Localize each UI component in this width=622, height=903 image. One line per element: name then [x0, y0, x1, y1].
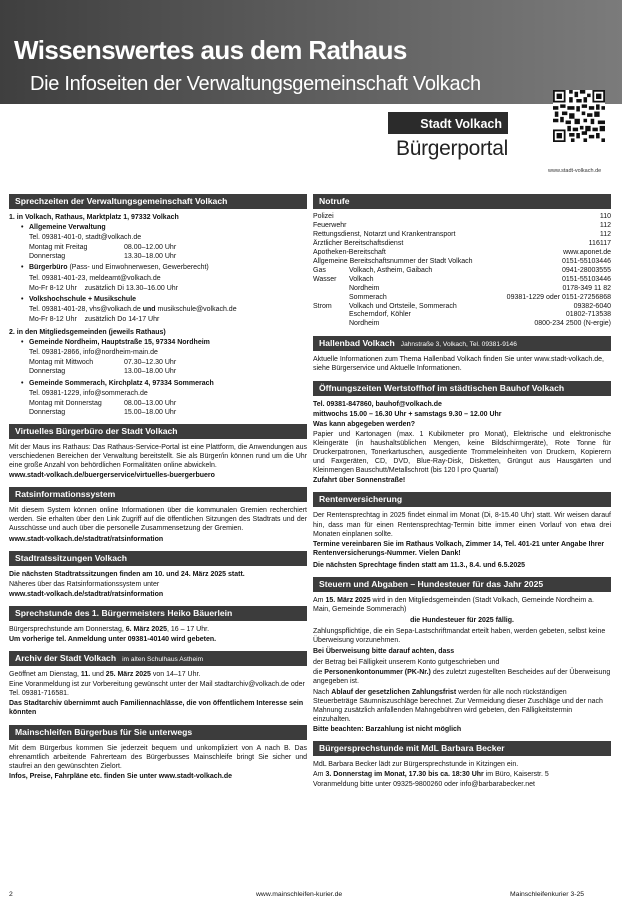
- section-text: [313, 668, 611, 686]
- ris-link[interactable]: www.stadt-volkach.de/stadtrat/ratsinformation: [9, 590, 164, 598]
- versorger-number: 0178-349 11 82: [562, 284, 611, 292]
- section-text: Mit der Maus ins Rathaus: Das Rathaus-Service-Portal ist eine Plattform, die Anwendungen aus verschiedenen Bereichen der Verwaltung bereitstellt. Sie als Bürger/in können rund um die Uhr eine große Anzahl von behördlichen Formalitäten online abwickeln.: [9, 443, 307, 470]
- versorger-area: Nordheim: [349, 284, 380, 292]
- section-heading: Ratsinformationssystem: [9, 487, 307, 502]
- notruf-label: Ärztlicher Bereitschaftsdienst: [313, 239, 404, 247]
- section-text: Mit dem Bürgerbus kommen Sie jederzeit bequem und unkompliziert von A nach B. Das ehrenamtlich arbeitende Fahrerteam des Bürgerbusses Mainschleife bringt Sie sicher und staufrei an den gewünschten Zielort.: [9, 744, 307, 770]
- bullet-heading: • Gemeinde Nordheim, Hauptstraße 15, 97334 Nordheim: [29, 338, 307, 347]
- heading-text: Archiv der Stadt Volkach: [15, 653, 117, 664]
- section-text: Papier und Kartonagen (max. 1 Kubikmeter pro Monat), Elektrische und elektronische Kleingeräte (in haushaltsüblichen Mengen, keine Bildschirmgeräte), Rote Tonne für Druckerpatronen, Tonerkartuschen, ausgediente Trommeleinheiten von Druckern, Kopierern und Faxgeräten, CD, DVD, Blue-Ray-Disk, Disketten, Grüngut aus Hausgärten und Kleinmengen Bauschutt/Metallschrott (bis 120 l pro Quartal): [313, 430, 611, 475]
- versorger-row: [313, 276, 611, 285]
- contact-line: Tel. 09381-1229, info@sommerach.de: [29, 389, 148, 397]
- left-column: [9, 194, 307, 788]
- time-hours: 13.00–18.00 Uhr: [124, 368, 177, 376]
- section-heading: Mainschleifen Bürgerbus für Sie unterwegs: [9, 725, 307, 740]
- section-heading: Notrufe: [313, 194, 611, 209]
- subheading: 1. in Volkach, Rathaus, Marktplatz 1, 97332 Volkach: [9, 214, 179, 221]
- brand-top-text: Stadt Volkach: [388, 112, 508, 134]
- time-line: Mo-Fr 8-12 Uhr zusätzlich Do 14-17 Uhr: [29, 315, 160, 323]
- section-heading: Bürgersprechstunde mit MdL Barbara Becker: [313, 741, 611, 756]
- header-banner: [0, 0, 622, 104]
- section-text: der Betrag bei Fälligkeit unserem Konto gutgeschrieben und: [313, 658, 500, 666]
- versorger-type: Gas: [313, 266, 326, 274]
- versorger-number: 01802-713538: [565, 311, 611, 319]
- qr-url-label[interactable]: www.stadt-volkach.de: [548, 168, 602, 174]
- text-date: 15. März 2025: [325, 596, 371, 604]
- versorger-row: [313, 311, 611, 320]
- section-bold-text: Zufahrt über Sonnenstraße!: [313, 477, 406, 485]
- versorger-row: [313, 285, 611, 294]
- text-part: und: [90, 671, 106, 679]
- bullet-detail: (Pass- und Einwohnerwesen, Gewerberecht): [67, 264, 209, 272]
- section-sprechzeiten: [9, 194, 307, 417]
- text-part: Bürgersprechstunde am Donnerstag,: [9, 625, 126, 633]
- versorger-type: [313, 320, 349, 329]
- subheading: Bei Überweisung bitte darauf achten, dass: [313, 648, 455, 656]
- section-bold-text: Infos, Preise, Fahrpläne etc. finden Sie unter www.stadt-volkach.de: [9, 772, 233, 780]
- time-hours: 07.30–12.30 Uhr: [124, 359, 177, 367]
- section-text: Zahlungspflichtige, die ein Sepa-Lastschriftmandat erteilt haben, werden gebeten, selbst keine Überweisung vorzunehmen.: [313, 628, 606, 645]
- notruf-number: 116117: [588, 239, 611, 247]
- subheading: 2. in den Mitgliedsgemeinden (jeweils Rathaus): [9, 329, 166, 337]
- section-heading: Steuern und Abgaben – Hundesteuer für das Jahr 2025: [313, 577, 611, 592]
- versorger-area: Nordheim: [349, 320, 380, 328]
- time-day: Donnerstag: [29, 368, 66, 376]
- notruf-row: [313, 249, 611, 258]
- time-day: Montag mit Donnerstag: [29, 399, 102, 407]
- time-row: [29, 367, 307, 376]
- versorger-type: [313, 285, 349, 294]
- brand-bottom-text: Bürgerportal: [396, 137, 508, 160]
- section-heading: Öffnungszeiten Wertstoffhof im städtischen Bauhof Volkach: [313, 381, 611, 396]
- section-text: [9, 625, 307, 634]
- page-title: Wissenswertes aus dem Rathaus: [14, 35, 407, 65]
- text-part: von 14–17 Uhr.: [150, 671, 201, 679]
- qr-code-icon[interactable]: [553, 90, 605, 142]
- section-text: [313, 596, 611, 614]
- versorger-list: [313, 267, 611, 330]
- time-row: [29, 399, 307, 408]
- section-bold-text: Die nächsten Sprechtage finden statt am 11.3., 8.4. und 6.5.2025: [313, 561, 526, 569]
- section-hallenbad: [313, 336, 611, 373]
- text-date: 6. März 2025: [125, 625, 167, 633]
- notruf-number: www.aponet.de: [563, 248, 611, 256]
- section-text: Der Rentensprechtag in 2025 findet einmal im Monat (Di, 8-15.40 Uhr) statt. Wir weisen darauf hin, dass man für einen Rentensprechtag-Termin bitte immer einen Vorlauf von etwa drei Monaten einplanen sollte.: [313, 512, 611, 538]
- versorger-number: 09381-1229 oder 0151-27256868: [506, 293, 611, 301]
- contact-part: musikschule@volkach.de: [155, 305, 237, 313]
- versorger-area: Volkach und Ortsteile, Sommerach: [349, 302, 457, 310]
- time-line: Mo-Fr 8-12 Uhr zusätzlich Di 13.30–16.00 Uhr: [29, 284, 179, 292]
- text-part: Am: [313, 771, 326, 779]
- versorger-row: [313, 320, 611, 329]
- time-day: Donnerstag: [29, 253, 66, 261]
- notruf-list: [313, 213, 611, 267]
- section-text: Näheres über das Ratsinformationssystem unter: [9, 580, 160, 588]
- bullet-heading: • Gemeinde Sommerach, Kirchplatz 4, 97334 Sommerach: [29, 379, 307, 388]
- contact-line: [29, 305, 307, 314]
- footer-issue: Mainschleifenkurier 3-25: [510, 891, 585, 898]
- section-buergermeister: [9, 606, 307, 644]
- section-text: [313, 770, 611, 779]
- section-hundesteuer: [313, 577, 611, 734]
- bullet-heading: Bürgerbüro: [29, 264, 68, 272]
- section-buergerbus: [9, 725, 307, 781]
- versorger-number: 0800-234 2500 (N-ergie): [534, 320, 611, 328]
- time-row: [29, 252, 307, 261]
- text-part: wird in den Mitgliedsgemeinden (Stadt Volkach, Gemeinde Nordheim a. Main, Gemeinde Sommerach): [313, 596, 594, 614]
- text-part: des zuletzt zugestellten Bescheides auf der Überweisung angegeben ist.: [313, 668, 611, 685]
- versorger-area: Sommerach: [349, 293, 387, 301]
- ris-link[interactable]: www.stadt-volkach.de/stadtrat/ratsinformation: [9, 535, 164, 543]
- contact-line: Tel. 09381-2866, info@nordheim-main.de: [29, 349, 158, 357]
- versorger-area: Volkach, Astheim, Gaibach: [349, 266, 433, 274]
- text-bold: Ablauf der gesetzlichen Zahlungsfrist: [331, 688, 457, 696]
- notruf-label: Apotheken-Bereitschaft: [313, 248, 386, 256]
- footer-page-number: 2: [9, 891, 13, 898]
- time-row: [29, 408, 307, 417]
- notruf-number: 0151-55103446: [561, 257, 611, 265]
- buergerportal-logo: [388, 112, 508, 168]
- section-mdl-becker: [313, 741, 611, 789]
- notruf-label: Rettungsdienst, Notarzt und Krankentransport: [313, 230, 456, 238]
- section-wertstoffhof: [313, 381, 611, 486]
- section-bold-text: Termine vereinbaren Sie im Rathaus Volkach, Zimmer 14, Tel. 401-21 unter Angabe Ihrer Rentenversicherungs-Nummer. Vielen Dank!: [313, 540, 605, 557]
- versorger-row: [313, 267, 611, 276]
- heading-small: im alten Schulhaus Astheim: [122, 656, 204, 664]
- section-heading: [313, 336, 611, 351]
- notruf-row: [313, 213, 611, 222]
- versorger-number: 09382-6040: [573, 302, 611, 310]
- versorger-type: Wasser: [313, 275, 337, 283]
- contact-und: und: [142, 305, 156, 313]
- notruf-row: [313, 222, 611, 231]
- versorger-number: 0941-28003555: [561, 266, 611, 274]
- contact-line: Tel. 09381-847860, bauhof@volkach.de: [313, 400, 442, 408]
- section-archiv: [9, 651, 307, 717]
- time-row: [29, 358, 307, 367]
- section-heading: [9, 651, 307, 666]
- contact-line: Tel. 09381-401-0, stadt@volkach.de: [29, 234, 142, 242]
- section-ratsinformationssystem: [9, 487, 307, 543]
- notruf-row: [313, 240, 611, 249]
- contact-part: Tel. 09381-401-28, vhs@volkach.de: [29, 305, 143, 313]
- notruf-row: [313, 258, 611, 267]
- section-bold-text: die Hundesteuer für 2025 fällig.: [410, 617, 514, 625]
- text-part: Nach: [313, 688, 332, 696]
- section-virtuelles-buergerbuero: [9, 424, 307, 480]
- section-rentenversicherung: [313, 492, 611, 570]
- page-subtitle: Die Infoseiten der Verwaltungsgemeinschaft Volkach: [30, 73, 481, 95]
- notruf-number: 112: [599, 221, 611, 229]
- notruf-number: 110: [599, 213, 611, 220]
- text-bold: 3. Donnerstag im Monat, 17.30 bis ca. 18:30 Uhr: [325, 771, 484, 779]
- footer-url[interactable]: www.mainschleifen-kurier.de: [256, 891, 343, 898]
- time-hours: 15.00–18.00 Uhr: [124, 408, 177, 416]
- text-date: 11.: [80, 671, 91, 679]
- block-verwaltung: [9, 223, 307, 324]
- text-part: werden für alle noch rückständigen Steuerbeträge Säumniszuschläge berechnet. Zur Vermeidung dieser Zuschläge und der nach Mahnung zusätzlich anfallenden Mahngebühren wird gebeten, den Fälligkeitstermin einzuhalten.: [313, 688, 603, 724]
- section-text: Eine Voranmeldung ist zur Vorbereitung gewünscht unter der Mail stadtarchiv@volkach.de oder Tel. 09381-716581.: [9, 681, 305, 698]
- bullet-heading: • Volkshochschule + Musikschule: [29, 295, 307, 304]
- versorger-area: Escherndorf, Köhler: [349, 311, 411, 319]
- section-bold-text: Um vorherige tel. Anmeldung unter 09381-40140 wird gebeten.: [9, 636, 217, 643]
- bullet-line: [29, 263, 307, 272]
- text-part: Am: [313, 596, 326, 604]
- text-part: , 16 – 17 Uhr.: [166, 625, 210, 633]
- section-text: Aktuelle Informationen zum Thema Hallenbad Volkach finden Sie unter www.stadt-volkach.de, siehe Bürgerservice und Aktuelle Informationen.: [313, 356, 604, 373]
- section-stadtratssitzungen: [9, 551, 307, 599]
- section-bold-text: Das Stadtarchiv übernimmt auch Familiennachlässe, die von öffentlichem Interesse sein könnten: [9, 700, 304, 717]
- versorger-type: [313, 311, 349, 320]
- block-gemeinden: [9, 338, 307, 417]
- time-hours: 08.00–13.00 Uhr: [124, 399, 177, 407]
- text-bold: Personenkontonummer (PK-Nr.): [324, 668, 431, 676]
- text-part: im Büro, Kaiserstr. 5: [483, 771, 549, 779]
- section-text: MdL Barbara Becker lädt zur Bürgersprechstunde in Kitzingen ein.: [313, 761, 519, 769]
- text-part: Geöffnet am Dienstag,: [9, 671, 81, 679]
- section-heading: Virtuelles Bürgerbüro der Stadt Volkach: [9, 424, 307, 439]
- time-hours: 08.00–12.00 Uhr: [124, 244, 177, 252]
- right-column: [313, 194, 611, 797]
- time-hours: 13.30–18.00 Uhr: [124, 253, 177, 261]
- notruf-label: Allgemeine Bereitschaftsnummer der Stadt Volkach: [313, 257, 473, 265]
- heading-text: Hallenbad Volkach: [319, 338, 395, 349]
- time-day: Donnerstag: [29, 408, 66, 416]
- notruf-row: [313, 231, 611, 240]
- section-heading: Rentenversicherung: [313, 492, 611, 507]
- section-text: [313, 688, 611, 724]
- versorger-row: [313, 294, 611, 303]
- section-text: Voranmeldung bitte unter 09325-9800260 oder info@barbarabecker.net: [313, 781, 535, 789]
- section-heading: Sprechstunde des 1. Bürgermeisters Heiko Bäuerlein: [9, 606, 307, 621]
- section-bold-text: Die nächsten Stadtratssitzungen finden am 10. und 24. März 2025 statt.: [9, 570, 245, 578]
- text-date: 25. März 2025: [105, 671, 151, 679]
- notruf-label: Feuerwehr: [313, 221, 347, 229]
- notruf-label: Polizei: [313, 213, 334, 220]
- versorger-number: 0151-55103446: [561, 275, 611, 283]
- versorger-type: Strom: [313, 302, 332, 310]
- notruf-number: 112: [599, 230, 611, 238]
- time-day: Montag mit Mittwoch: [29, 359, 94, 367]
- subheading: Was kann abgegeben werden?: [313, 420, 416, 428]
- versorger-row: [313, 303, 611, 312]
- versorger-type: [313, 294, 349, 303]
- time-row: [29, 243, 307, 252]
- section-text: Mit diesem System können online Informationen über die kommunalen Gremien recherchiert werden. Sie erhalten über den Link Zugriff auf die öffentlichen Sitzungen des Stadtrats und der Ausschüsse und auch über die personelle Zusammensetzung der Gremien.: [9, 507, 307, 533]
- time-line: mittwochs 15.00 – 16.30 Uhr + samstags 9.30 – 12.00 Uhr: [313, 410, 502, 418]
- section-notrufe: [313, 194, 611, 329]
- bullet-heading: • Allgemeine Verwaltung: [29, 223, 307, 232]
- heading-small: Jahnstraße 3, Volkach, Tel. 09381-9146: [400, 341, 517, 349]
- contact-line: Tel. 09381-401-23, meldeamt@volkach.de: [29, 274, 161, 282]
- section-bold-text: Bitte beachten: Barzahlung ist nicht möglich: [313, 726, 462, 734]
- section-heading: Sprechzeiten der Verwaltungsgemeinschaft Volkach: [9, 194, 307, 209]
- versorger-area: Volkach: [349, 275, 374, 283]
- text-part: die: [313, 668, 325, 676]
- section-heading: Stadtratssitzungen Volkach: [9, 551, 307, 566]
- time-day: Montag mit Freitag: [29, 244, 88, 252]
- section-text: [9, 670, 307, 679]
- portal-link[interactable]: www.stadt-volkach.de/buergerservice/virtuelles-buergerbuero: [9, 472, 215, 480]
